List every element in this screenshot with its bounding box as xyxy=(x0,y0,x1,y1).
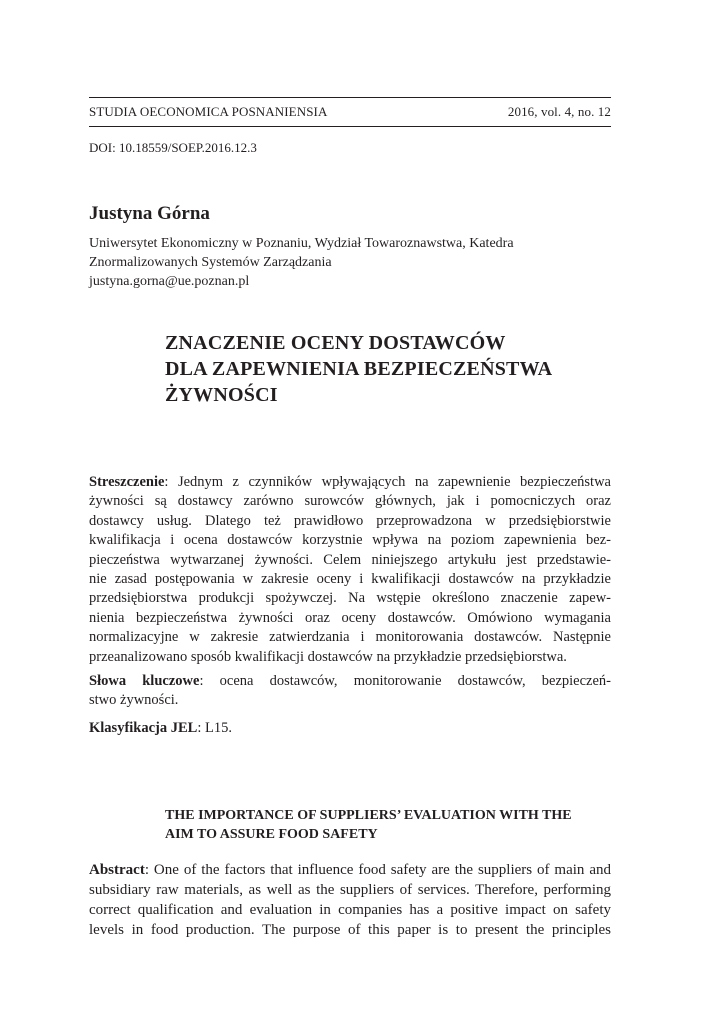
keywords-line: Słowa kluczowe: ocena dostawców, monitorowanie dostawców, bezpieczeń- xyxy=(89,673,612,689)
jel-label: Klasyfikacja JEL xyxy=(89,720,198,736)
abstract-line: Streszczenie: Jednym z czynników wpływających na zapewnienie bezpieczeństwa xyxy=(89,474,611,490)
author-email: justyna.gorna@ue.poznan.pl xyxy=(89,274,250,289)
author-name: Justyna Górna xyxy=(89,203,210,224)
keywords-polish xyxy=(89,672,611,711)
title-line: ŻYWNOŚCI xyxy=(165,384,278,406)
abstract-line: normalizacyjne w zakresie zatwierdzania i monitorowania dostawców. Następnie xyxy=(89,629,611,646)
abstract-label: Abstract xyxy=(89,862,145,878)
keywords-label: Słowa kluczowe xyxy=(89,673,200,689)
abstract-line: Abstract: One of the factors that influence food safety are the suppliers of main and xyxy=(89,862,611,878)
abstract-line: pieczeństwa wytwarzanej żywności. Celem niniejszego artykułu jest przedstawie- xyxy=(89,551,611,568)
journal-issue: 2016, vol. 4, no. 12 xyxy=(507,104,611,119)
jel-classification xyxy=(89,719,611,738)
abstract-line: subsidiary raw materials, as well as the suppliers of services. Therefore, performing xyxy=(89,882,611,898)
abstract-line: kwalifikacja i ocena dostawców korzystnie wpływa na poziom zapewnienia bez- xyxy=(89,532,611,549)
abstract-line: nie zasad postępowania w zakresie oceny i kwalifikacji dostawców na przykładzie xyxy=(89,570,611,587)
running-head xyxy=(89,104,611,122)
abstract-line: levels in food production. The purpose of this paper is to present the principles xyxy=(89,922,611,938)
journal-name: STUDIA OECONOMICA POSNANIENSIA xyxy=(89,104,328,119)
title-line: ZNACZENIE OCENY DOSTAWCÓW xyxy=(165,332,506,354)
affiliation-line: Uniwersytet Ekonomiczny w Poznaniu, Wydział Towaroznawstwa, Katedra xyxy=(89,236,514,251)
abstract-line: przeanalizowano sposób kwalifikacji dostawców na przykładzie przedsiębiorstwa. xyxy=(89,648,567,665)
jel-line xyxy=(89,719,611,738)
abstract-line: correct qualification and evaluation in companies has a positive impact on safety xyxy=(89,902,611,918)
jel-code: : L15. xyxy=(197,720,232,736)
abstract-line: żywności są dostawcy zarówno surowców głównych, jak i pomocniczych oraz xyxy=(89,493,611,510)
abstract-line: nienia bezpieczeństwa żywności oraz oceny dostawców. Omówiono wymagania xyxy=(89,609,611,626)
header-top-rule xyxy=(89,97,611,98)
author-affiliation xyxy=(89,234,611,291)
doi: DOI: 10.18559/SOEP.2016.12.3 xyxy=(89,140,257,155)
abstract-line: przedsiębiorstwa produkcji spożywczej. Na wstępie określono znaczenie zapew- xyxy=(89,590,611,607)
title-polish xyxy=(165,330,615,408)
title-line: THE IMPORTANCE OF SUPPLIERS’ EVALUATION WITH THE xyxy=(165,808,572,823)
title-line: AIM TO ASSURE FOOD SAFETY xyxy=(165,827,378,842)
header-bottom-rule xyxy=(89,126,611,127)
abstract-english xyxy=(89,860,611,940)
abstract-polish xyxy=(89,473,611,667)
abstract-line: dostawcy usług. Dlatego też prawidłowo przeprowadzona w przedsiębiorstwie xyxy=(89,512,611,529)
title-english xyxy=(165,806,615,844)
title-line: DLA ZAPEWNIENIA BEZPIECZEŃSTWA xyxy=(165,358,553,380)
abstract-label: Streszczenie xyxy=(89,474,165,490)
affiliation-line: Znormalizowanych Systemów Zarządzania xyxy=(89,255,332,270)
keywords-line: stwo żywności. xyxy=(89,692,179,709)
